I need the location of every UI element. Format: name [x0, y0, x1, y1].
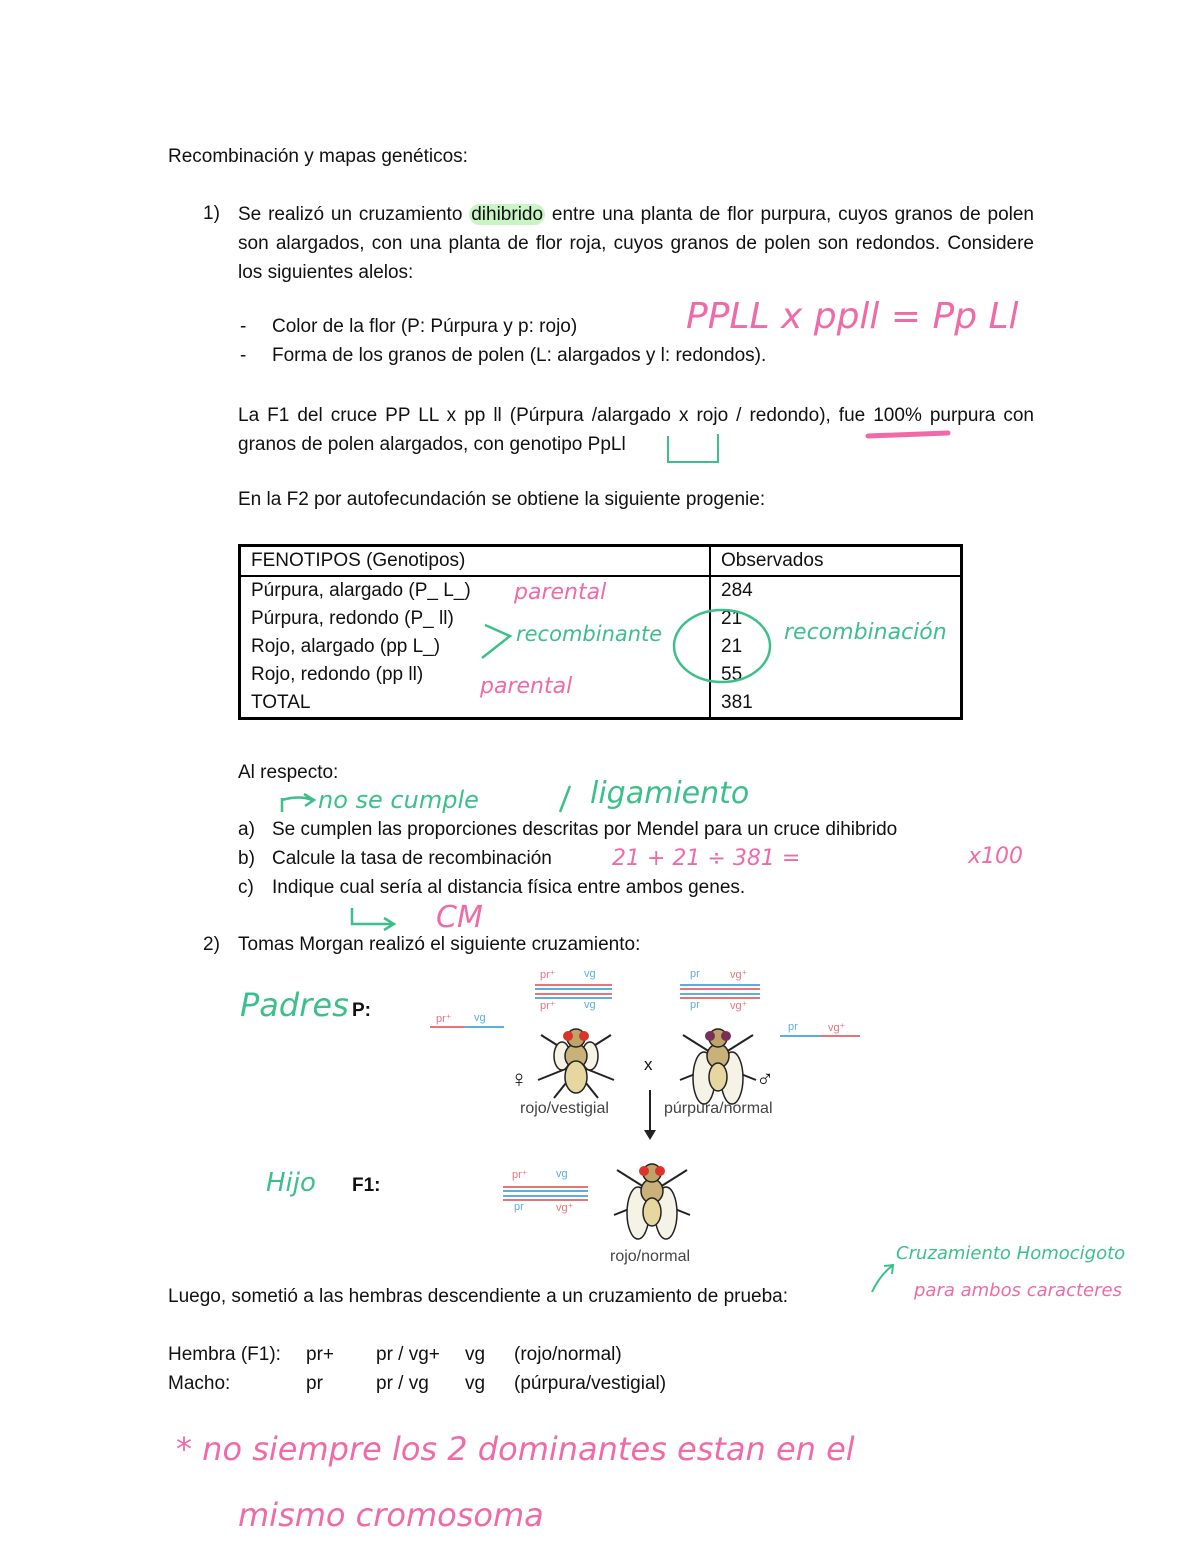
f1-chromosome-pair — [503, 1187, 588, 1200]
gene-label-vg-plus: vg⁺ — [730, 1000, 748, 1012]
hembra-phenotype: (rojo/normal) — [514, 1344, 622, 1365]
highlight-dihibrido: dihibrido — [471, 204, 544, 225]
bullet-dash: - — [240, 316, 247, 337]
female-fly-icon — [538, 1029, 614, 1098]
gene-label-vg: vg — [556, 1168, 568, 1180]
handwritten-ligamiento: ligamiento — [590, 776, 750, 811]
subquestion-label: c) — [238, 877, 254, 898]
hembra-gene-2: pr / vg+ — [376, 1344, 440, 1365]
respecto-text: Al respecto: — [238, 762, 339, 783]
gene-label-vg-plus: vg⁺ — [730, 969, 748, 981]
gene-label-vg: vg — [584, 999, 596, 1011]
handwritten-calc: 21 + 21 ÷ 381 = — [612, 846, 801, 871]
hembra-label: Hembra (F1): — [168, 1344, 281, 1365]
cross-symbol: x — [644, 1055, 653, 1074]
handwritten-recombinacion: recombinación — [784, 620, 947, 645]
handwritten-cm: CM — [436, 900, 483, 935]
handwritten-padres: Padres — [240, 986, 349, 1024]
subquestion-b: Calcule la tasa de recombinación — [272, 848, 552, 869]
macho-phenotype: (púrpura/vestigial) — [514, 1373, 667, 1394]
gene-label-vg-plus: vg⁺ — [556, 1202, 574, 1214]
gene-label-pr-plus: pr⁺ — [540, 969, 556, 981]
bullet-item-forma: Forma de los granos de polen (L: alargados y l: redondos). — [272, 345, 767, 366]
subquestion-c: Indique cual sería al distancia física entre ambos genes. — [272, 877, 746, 898]
genotype-box-mark — [668, 434, 718, 462]
table-cell-phenotype: Púrpura, alargado (P_ L_) — [240, 576, 711, 605]
question-1-number: 1) — [203, 203, 220, 224]
macho-gene-2: pr / vg — [376, 1373, 429, 1394]
bullet-dash: - — [240, 345, 247, 366]
f1-label: F1: — [352, 1175, 381, 1196]
table-cell-phenotype: Púrpura, redondo (P_ ll) — [240, 605, 711, 633]
handwritten-recombinante: recombinante — [516, 622, 663, 646]
male-chromosome-pair — [680, 985, 760, 998]
f1-fly-label: rojo/normal — [610, 1248, 691, 1265]
subquestion-label: b) — [238, 848, 255, 869]
subquestion-a: Se cumplen las proporciones descritas por Mendel para un cruce dihibrido — [272, 819, 898, 840]
p-label: P: — [352, 1000, 371, 1021]
underline-100-mark — [868, 433, 948, 436]
arrow-right-icon — [352, 908, 394, 930]
f2-text: En la F2 por autofecundación se obtiene la siguiente progenie: — [238, 489, 766, 510]
male-fly-icon — [680, 1029, 756, 1104]
chevron-right-icon — [482, 625, 510, 658]
question-2-number: 2) — [203, 934, 220, 955]
f1-paragraph-text: La F1 del cruce PP LL x pp ll (Púrpura /alargado x rojo / redondo), fue 100% purpura con granos de polen alargados, con genotipo — [238, 405, 1034, 455]
divider-mark — [560, 786, 570, 812]
gene-label-vg: vg — [474, 1012, 486, 1024]
recombinant-circle-mark — [674, 610, 770, 682]
test-cross-text: Luego, sometió a las hembras descendiente a un cruzamiento de prueba: — [168, 1286, 789, 1307]
question-1-text-b: entre una planta de flor purpura, cuyos granos de polen son alargados, con una planta de flor roja, cuyos granos de polen son redondos. Considere los siguientes alelos: — [238, 204, 1034, 283]
hembra-gene-1: pr+ — [306, 1344, 334, 1365]
gene-label-pr-plus: pr⁺ — [540, 1000, 556, 1012]
table-header-phenotype: FENOTIPOS (Genotipos) — [240, 546, 711, 577]
question-1-text-a: Se realizó un cruzamiento — [238, 204, 470, 225]
female-symbol-icon: ♀ — [510, 1066, 528, 1093]
f1-genotype: PpLl — [587, 434, 626, 455]
female-fly-label: rojo/vestigial — [520, 1100, 609, 1117]
handwritten-note-line-1: * no siempre los 2 dominantes estan en el — [176, 1430, 855, 1468]
gene-label-pr: pr — [690, 968, 700, 980]
macho-label: Macho: — [168, 1373, 231, 1394]
arrow-up-right-icon — [872, 1265, 893, 1292]
gene-label-pr: pr — [788, 1021, 798, 1033]
male-fly-label: púrpura/normal — [664, 1100, 773, 1117]
table-header-observed: Observados — [710, 546, 962, 577]
page-title: Recombinación y mapas genéticos: — [168, 146, 468, 167]
handwritten-cruzamiento-note: Cruzamiento Homocigoto — [896, 1243, 1126, 1264]
handwritten-parental: parental — [514, 580, 607, 605]
table-cell-observed: 21 — [721, 608, 743, 629]
handwritten-note-line-2: mismo cromosoma — [238, 1496, 544, 1534]
handwritten-hijo: Hijo — [266, 1168, 316, 1198]
male-symbol-icon: ♂ — [756, 1066, 774, 1093]
gene-label-pr: pr — [690, 999, 700, 1011]
f1-fly-icon — [614, 1164, 690, 1239]
subquestion-label: a) — [238, 819, 255, 840]
table-cell-observed: 55 — [721, 664, 743, 685]
question-2-text: Tomas Morgan realizó el siguiente cruzamiento: — [238, 934, 641, 955]
gene-label-vg-plus: vg⁺ — [828, 1022, 846, 1034]
table-cell-observed: 381 — [721, 692, 753, 713]
macho-gene-3: vg — [465, 1373, 486, 1394]
macho-gene-1: pr — [306, 1373, 323, 1394]
handwritten-parental: parental — [480, 674, 573, 699]
handwritten-cross-note: PPLL x ppll = Pp Ll — [686, 296, 1019, 337]
handwritten-caracteres-note: para ambos caracteres — [914, 1280, 1122, 1301]
handwritten-x100: x100 — [968, 844, 1024, 869]
table-cell-phenotype: Rojo, redondo (pp ll) — [240, 661, 711, 689]
gene-label-pr-plus: pr⁺ — [512, 1169, 528, 1181]
table-cell-observed: 21 — [721, 636, 743, 657]
hembra-gene-3: vg — [465, 1344, 486, 1365]
gene-label-pr-plus: pr⁺ — [436, 1013, 452, 1025]
bullet-item-color: Color de la flor (P: Púrpura y p: rojo) — [272, 316, 578, 337]
table-cell-phenotype: Rojo, alargado (pp L_) — [240, 633, 711, 661]
gene-label-pr: pr — [514, 1201, 524, 1213]
arrow-down-icon — [644, 1090, 656, 1140]
female-chromosome-pair — [535, 985, 612, 998]
handwritten-no-cumple: no se cumple — [318, 786, 479, 814]
table-cell-phenotype: TOTAL — [240, 689, 711, 719]
gene-label-vg: vg — [584, 968, 596, 980]
arrow-right-icon — [282, 794, 314, 812]
table-cell-observed: 284 — [721, 580, 753, 601]
